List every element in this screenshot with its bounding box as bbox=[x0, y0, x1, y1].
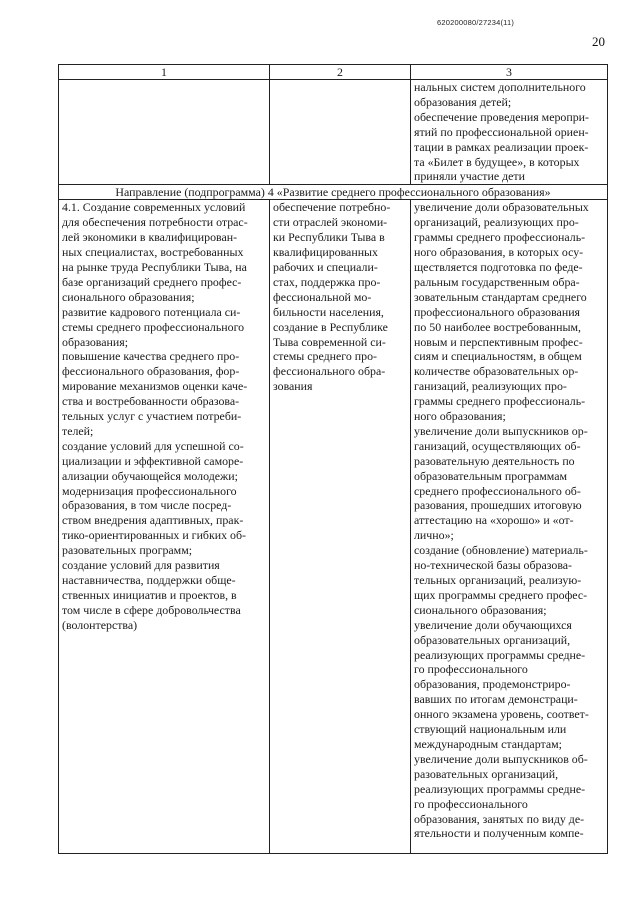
text-line: образовательных организаций, bbox=[414, 632, 571, 647]
text-line: наставничества, поддержки обще- bbox=[62, 573, 236, 587]
text-line: граммы среднего профессиональ- bbox=[414, 394, 586, 409]
text-line: тико-ориентированных и гибких об- bbox=[62, 528, 246, 543]
text-line: приняли участие дети bbox=[414, 169, 525, 184]
text-line: обеспечение потребно- bbox=[273, 200, 391, 215]
text-line: тации в рамках реализации проек- bbox=[414, 139, 589, 154]
text-line: сти отраслей экономи- bbox=[273, 215, 388, 230]
text-line: по 50 наиболее востребованным, bbox=[414, 319, 582, 334]
text-line: онного экзамена уровень, соответ- bbox=[414, 707, 589, 722]
text-line: аттестацию на «хорошо» и «от- bbox=[414, 513, 574, 528]
text-line: ки Республики Тыва в bbox=[273, 230, 385, 245]
continuation-col3 bbox=[411, 80, 608, 185]
text-line: го профессионального bbox=[414, 796, 528, 811]
text-line: телей; bbox=[62, 423, 94, 438]
text-line: ства и востребованности образова- bbox=[62, 394, 240, 409]
text-line: фессионального обра- bbox=[273, 364, 386, 379]
text-line: лично»; bbox=[414, 528, 454, 543]
text-line: зования bbox=[273, 379, 313, 394]
section-title: Направление (подпрограмма) 4 «Развитие среднего профессионального образования» bbox=[59, 185, 608, 200]
column-number-3: 3 bbox=[411, 65, 608, 80]
text-line: нальных систем дополнительного bbox=[414, 80, 586, 94]
document-id: 620200080/27234(11) bbox=[437, 18, 515, 27]
continuation-col1 bbox=[59, 80, 270, 185]
text-line: стемы среднего про- bbox=[273, 349, 377, 364]
text-line: квалифицированных bbox=[273, 245, 378, 260]
text-line: тельных услуг с участием потреби- bbox=[62, 409, 242, 424]
text-line: среднего профессионального об- bbox=[414, 483, 581, 498]
text-line: сионального образования; bbox=[414, 602, 547, 617]
text-line: образования детей; bbox=[414, 94, 512, 109]
text-line: на рынке труда Республики Тыва, на bbox=[62, 259, 247, 274]
text-line: граммы среднего профессиональ- bbox=[414, 230, 586, 245]
text-line: развитие кадрового потенциала си- bbox=[62, 304, 241, 319]
text-line: том числе в сфере добровольчества bbox=[62, 602, 241, 617]
text-line: сиям и специальностям, в общем bbox=[414, 349, 582, 364]
text-line: бильности населения, bbox=[273, 304, 384, 319]
text-line: создание в Республике bbox=[273, 319, 388, 334]
section-row bbox=[59, 185, 608, 200]
text-line: создание (обновление) материаль- bbox=[414, 543, 588, 558]
text-line: увеличение доли выпускников об- bbox=[414, 751, 588, 766]
text-line: разовательных организаций, bbox=[414, 766, 559, 781]
text-line: (волонтерства) bbox=[62, 617, 138, 632]
text-line: лей экономики в квалифицирован- bbox=[62, 230, 238, 245]
text-line: увеличение доли образовательных bbox=[414, 200, 589, 215]
column-number-row bbox=[59, 65, 608, 80]
text-line: ятельности и полученным компе- bbox=[414, 826, 584, 841]
text-line: ных специалистах, востребованных bbox=[62, 245, 244, 260]
text-line: ществляется подготовка по феде- bbox=[414, 259, 583, 274]
task-row bbox=[59, 200, 608, 854]
continuation-col2 bbox=[270, 80, 411, 185]
text-line: ного образования; bbox=[414, 409, 506, 424]
text-line: реализующих программы средне- bbox=[414, 781, 586, 796]
text-line: количестве образовательных ор- bbox=[414, 364, 579, 379]
text-line: вавших по итогам демонстраци- bbox=[414, 692, 578, 707]
text-line: го профессионального bbox=[414, 662, 528, 677]
text-line: ганизаций, осуществляющих об- bbox=[414, 438, 581, 453]
text-line: международным стандартам; bbox=[414, 736, 562, 751]
text-line: ствующий национальным или bbox=[414, 722, 567, 737]
text-line: мирование механизмов оценки каче- bbox=[62, 379, 248, 394]
text-line: зовательным стандартам среднего bbox=[414, 289, 587, 304]
text-line: повышение качества среднего про- bbox=[62, 349, 240, 364]
text-line: реализующих программы средне- bbox=[414, 647, 586, 662]
text-line: профессионального образования bbox=[414, 304, 581, 319]
text-line: базе организаций среднего профес- bbox=[62, 274, 242, 289]
text-line: ством внедрения адаптивных, прак- bbox=[62, 513, 244, 528]
text-line: ного образования, в которых осу- bbox=[414, 245, 584, 260]
text-line: Тыва современной си- bbox=[273, 334, 386, 349]
text-line: фессионального образования, фор- bbox=[62, 364, 240, 379]
text-line: но-технической базы образова- bbox=[414, 558, 573, 573]
text-line: модернизация профессионального bbox=[62, 483, 237, 498]
text-line: обеспечение проведения меропри- bbox=[414, 109, 590, 124]
text-line: ятий по профессиональной ориен- bbox=[414, 124, 589, 139]
text-line: щих программы среднего профес- bbox=[414, 587, 588, 602]
text-line: сионального образования; bbox=[62, 289, 195, 304]
text-line: образовательным программам bbox=[414, 468, 568, 483]
expected-result-cell bbox=[270, 200, 411, 854]
text-line: стемы среднего профессионального bbox=[62, 319, 245, 334]
text-line: ральным государственным обра- bbox=[414, 274, 580, 289]
text-line: создание условий для успешной со- bbox=[62, 438, 244, 453]
text-line: циализации и эффективной саморе- bbox=[62, 453, 244, 468]
text-line: фессиональной мо- bbox=[273, 289, 372, 304]
text-line: образования; bbox=[62, 334, 129, 349]
text-line: разования, прошедших итоговую bbox=[414, 498, 582, 513]
task-description-cell bbox=[59, 200, 270, 854]
text-line: образования, в том числе посред- bbox=[62, 498, 232, 513]
text-line: для обеспечения потребности отрас- bbox=[62, 215, 248, 230]
text-line: увеличение доли выпускников ор- bbox=[414, 423, 588, 438]
text-line: образования, занятых по виду де- bbox=[414, 811, 585, 826]
text-line: образования, продемонстриро- bbox=[414, 677, 571, 692]
text-line: та «Билет в будущее», в которых bbox=[414, 154, 580, 169]
text-line: разовательных программ; bbox=[62, 543, 193, 558]
text-line: стах, поддержка про- bbox=[273, 274, 381, 289]
page-number: 20 bbox=[592, 34, 605, 49]
text-line: создание условий для развития bbox=[62, 558, 220, 573]
text-line: ализации обучающейся молодежи; bbox=[62, 468, 238, 483]
text-line: рабочих и специали- bbox=[273, 259, 378, 274]
indicators-cell bbox=[411, 200, 608, 854]
text-line: организаций, реализующих про- bbox=[414, 215, 579, 230]
text-line: новым и перспективным профес- bbox=[414, 334, 583, 349]
text-line: ственных инициатив и проектов, в bbox=[62, 587, 237, 602]
text-line: 4.1. Создание современных условий bbox=[62, 200, 246, 215]
text-line: ганизаций, реализующих про- bbox=[414, 379, 567, 394]
column-number-1: 1 bbox=[59, 65, 270, 80]
text-line: увеличение доли обучающихся bbox=[414, 617, 572, 632]
continuation-row bbox=[59, 80, 608, 185]
text-line: тельных организаций, реализую- bbox=[414, 573, 582, 587]
text-line: разовательную деятельность по bbox=[414, 453, 575, 468]
program-table bbox=[58, 64, 608, 854]
column-number-2: 2 bbox=[270, 65, 411, 80]
